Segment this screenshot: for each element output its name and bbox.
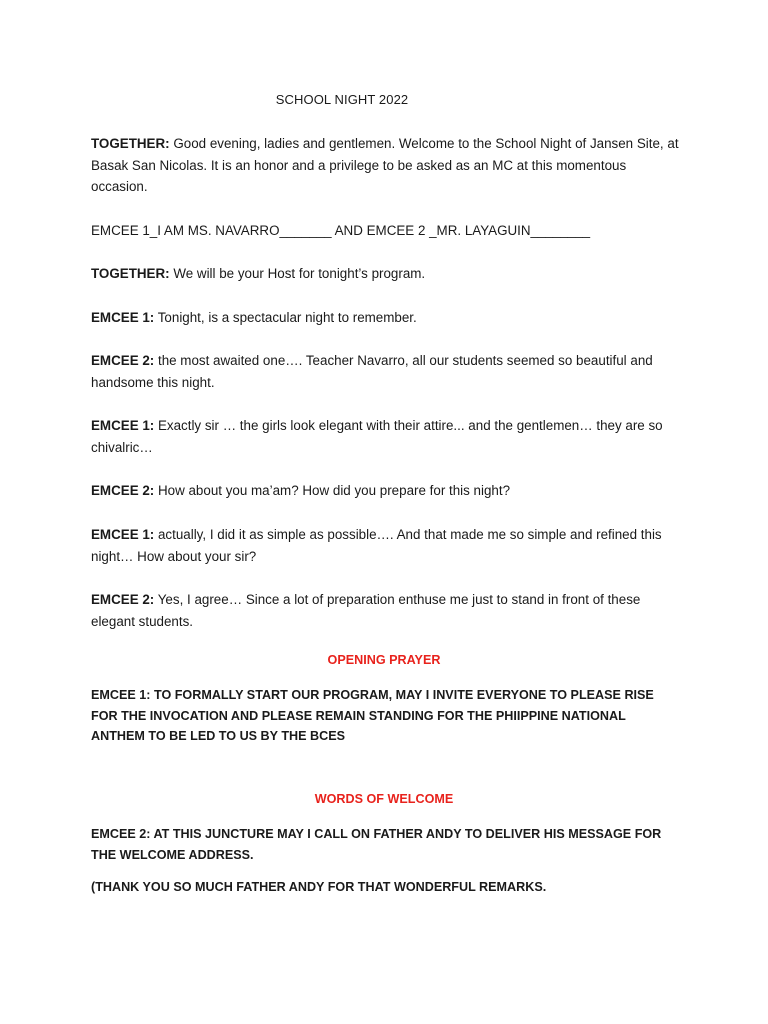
paragraph-emcee2-agree (91, 589, 681, 632)
paragraph-emcee1-tonight (91, 307, 681, 329)
paragraph-emcee1-simple (91, 524, 681, 567)
paragraph-text: EMCEE 1_I AM MS. NAVARRO_______ AND EMCEE 2 _MR. LAYAGUIN________ (91, 223, 591, 238)
speaker-label: EMCEE 1: (91, 418, 155, 433)
paragraph-text: the most awaited one…. Teacher Navarro, all our students seemed so beautiful and handsome this night. (91, 353, 653, 390)
paragraph-together-welcome (91, 133, 681, 198)
speaker-label: TOGETHER: (91, 136, 170, 151)
paragraph-emcee2-howabout (91, 480, 681, 502)
words-of-welcome-text: EMCEE 2: AT THIS JUNCTURE MAY I CALL ON FATHER ANDY TO DELIVER HIS MESSAGE FOR THE WELCOME ADDRESS. (91, 827, 662, 862)
paragraph-text: Tonight, is a spectacular night to remember. (154, 310, 417, 325)
welcome-closing-text: (THANK YOU SO MUCH FATHER ANDY FOR THAT WONDERFUL REMARKS. (91, 880, 547, 894)
speaker-label: EMCEE 2: (91, 483, 155, 498)
words-of-welcome-heading: WORDS OF WELCOME (314, 792, 454, 806)
opening-prayer-text: EMCEE 1: TO FORMALLY START OUR PROGRAM, MAY I INVITE EVERYONE TO PLEASE RISE FOR THE INVOCATION AND PLEASE REMAIN STANDING FOR THE PHIIPPINE NATIONAL ANTHEM TO BE LED TO US BY THE BCES (91, 688, 654, 743)
paragraph-text: Good evening, ladies and gentlemen. Welcome to the School Night of Jansen Site, at Basak San Nicolas. It is an honor and a privilege to be asked as an MC at this momentous occasion. (91, 136, 679, 194)
speaker-label: EMCEE 2: (91, 592, 155, 607)
speaker-label: TOGETHER: (91, 266, 170, 281)
speaker-label: EMCEE 2: (91, 353, 155, 368)
paragraph-text: actually, I did it as simple as possible…. And that made me so simple and refined this night… How about your sir? (91, 527, 662, 564)
opening-prayer-heading: OPENING PRAYER (327, 653, 441, 667)
paragraph-text: How about you ma’am? How did you prepare for this night? (154, 483, 511, 498)
paragraph-together-host (91, 263, 681, 285)
paragraph-emcee1-exactly (91, 415, 681, 458)
speaker-label: EMCEE 1: (91, 310, 155, 325)
paragraph-text: We will be your Host for tonight’s program. (169, 266, 426, 281)
paragraph-emcee-names (91, 220, 681, 242)
document-title: SCHOOL NIGHT 2022 (275, 92, 409, 107)
paragraph-text: Exactly sir … the girls look elegant with their attire... and the gentlemen… they are so chivalric… (91, 418, 663, 455)
speaker-label: EMCEE 1: (91, 527, 155, 542)
paragraph-text: Yes, I agree… Since a lot of preparation enthuse me just to stand in front of these elegant students. (91, 592, 641, 629)
paragraph-emcee2-awaited (91, 350, 681, 393)
